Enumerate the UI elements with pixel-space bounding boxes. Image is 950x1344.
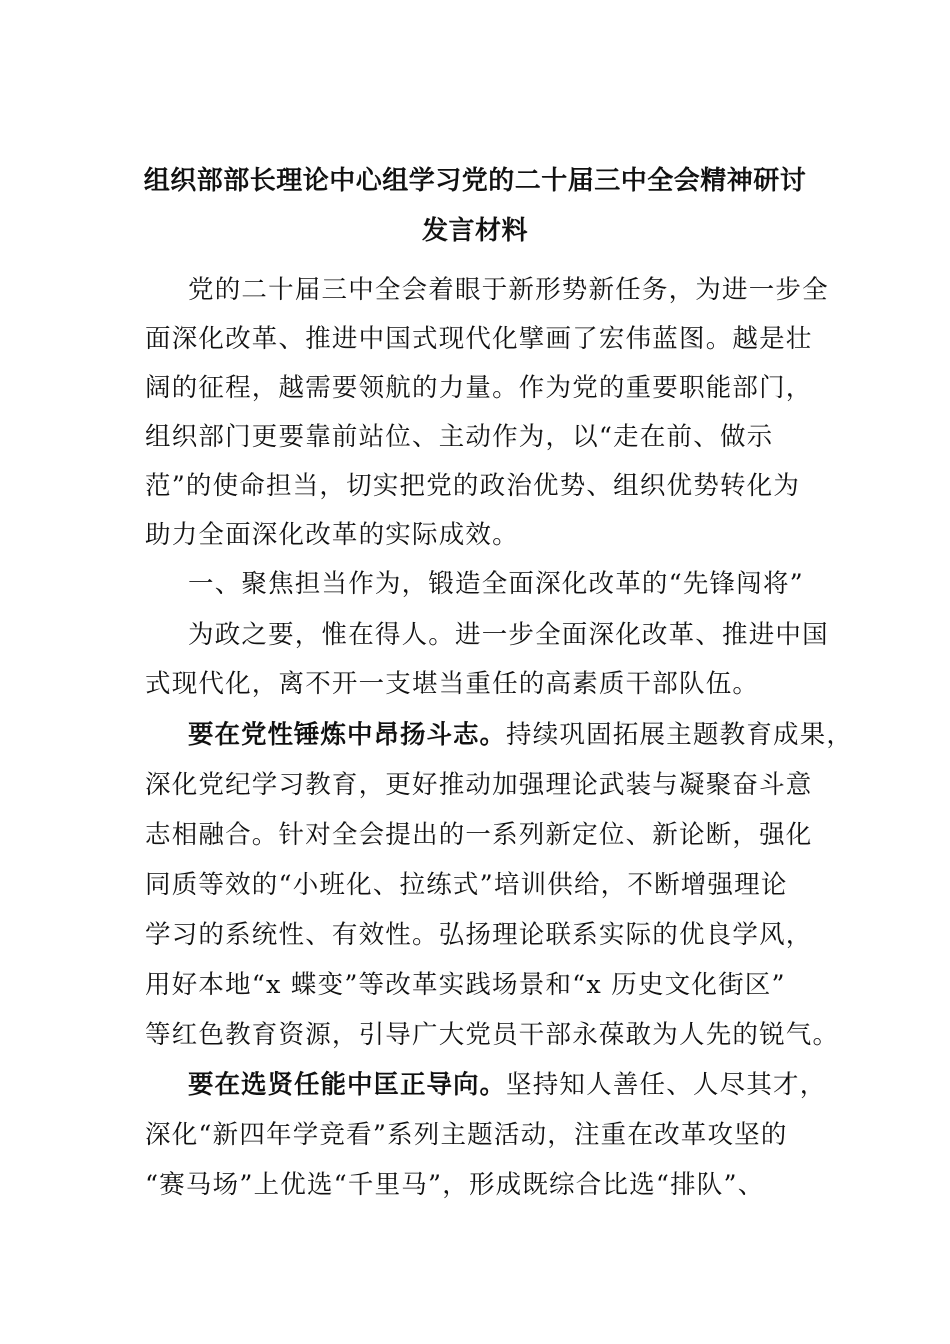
paragraph-line: 深化党纪学习教育，更好推动加强理论武装与凝聚奋斗意 (145, 770, 813, 800)
document-title-line-1: 组织部部长理论中心组学习党的二十届三中全会精神研讨 (143, 166, 807, 196)
paragraph-line: 深化“新四年学竞看”系列主题活动，注重在改革攻坚的 (145, 1120, 788, 1150)
paragraph-first-line (188, 1070, 826, 1100)
paragraph-line: 等红色教育资源，引导广大党员干部永葆敢为人先的锐气。 (145, 1020, 840, 1050)
document-title-line-2: 发言材料 (421, 216, 528, 246)
section-intro-line: 式现代化，离不开一支堪当重任的高素质干部队伍。 (145, 669, 760, 699)
paragraph-text: 持续巩固拓展主题教育成果， (506, 720, 854, 750)
intro-line: 助力全面深化改革的实际成效。 (145, 520, 519, 550)
intro-line: 组织部门更要靠前站位、主动作为，以“走在前、做示 (145, 422, 774, 452)
paragraph-line: “赛马场”上优选“千里马”，形成既综合比选“排队”、 (145, 1170, 765, 1200)
paragraph-line: 学习的系统性、有效性。弘扬理论联系实际的优良学风， (145, 920, 813, 950)
paragraph-first-line (188, 720, 853, 750)
intro-line: 面深化改革、推进中国式现代化擘画了宏伟蓝图。越是壮 (145, 324, 813, 354)
intro-line: 党的二十届三中全会着眼于新形势新任务，为进一步全 (188, 275, 829, 305)
paragraph-line: 志相融合。针对全会提出的一系列新定位、新论断，强化 (145, 820, 813, 850)
intro-line: 阔的征程，越需要领航的力量。作为党的重要职能部门， (145, 373, 813, 403)
paragraph-lead-heading: 要在选贤任能中匡正导向。 (188, 1070, 507, 1100)
paragraph-line: 用好本地“x 蝶变”等改革实践场景和“x 历史文化街区” (145, 970, 786, 1000)
paragraph-line: 同质等效的“小班化、拉练式”培训供给，不断增强理论 (145, 870, 788, 900)
section-intro-line: 为政之要，惟在得人。进一步全面深化改革、推进中国 (188, 620, 829, 650)
intro-line: 范”的使命担当，切实把党的政治优势、组织优势转化为 (145, 471, 801, 501)
paragraph-text: 坚持知人善任、人尽其才， (506, 1070, 827, 1100)
paragraph-lead-heading: 要在党性锤炼中昂扬斗志。 (188, 720, 507, 750)
section-heading: 一、聚焦担当作为，锻造全面深化改革的“先锋闯将” (188, 569, 804, 599)
